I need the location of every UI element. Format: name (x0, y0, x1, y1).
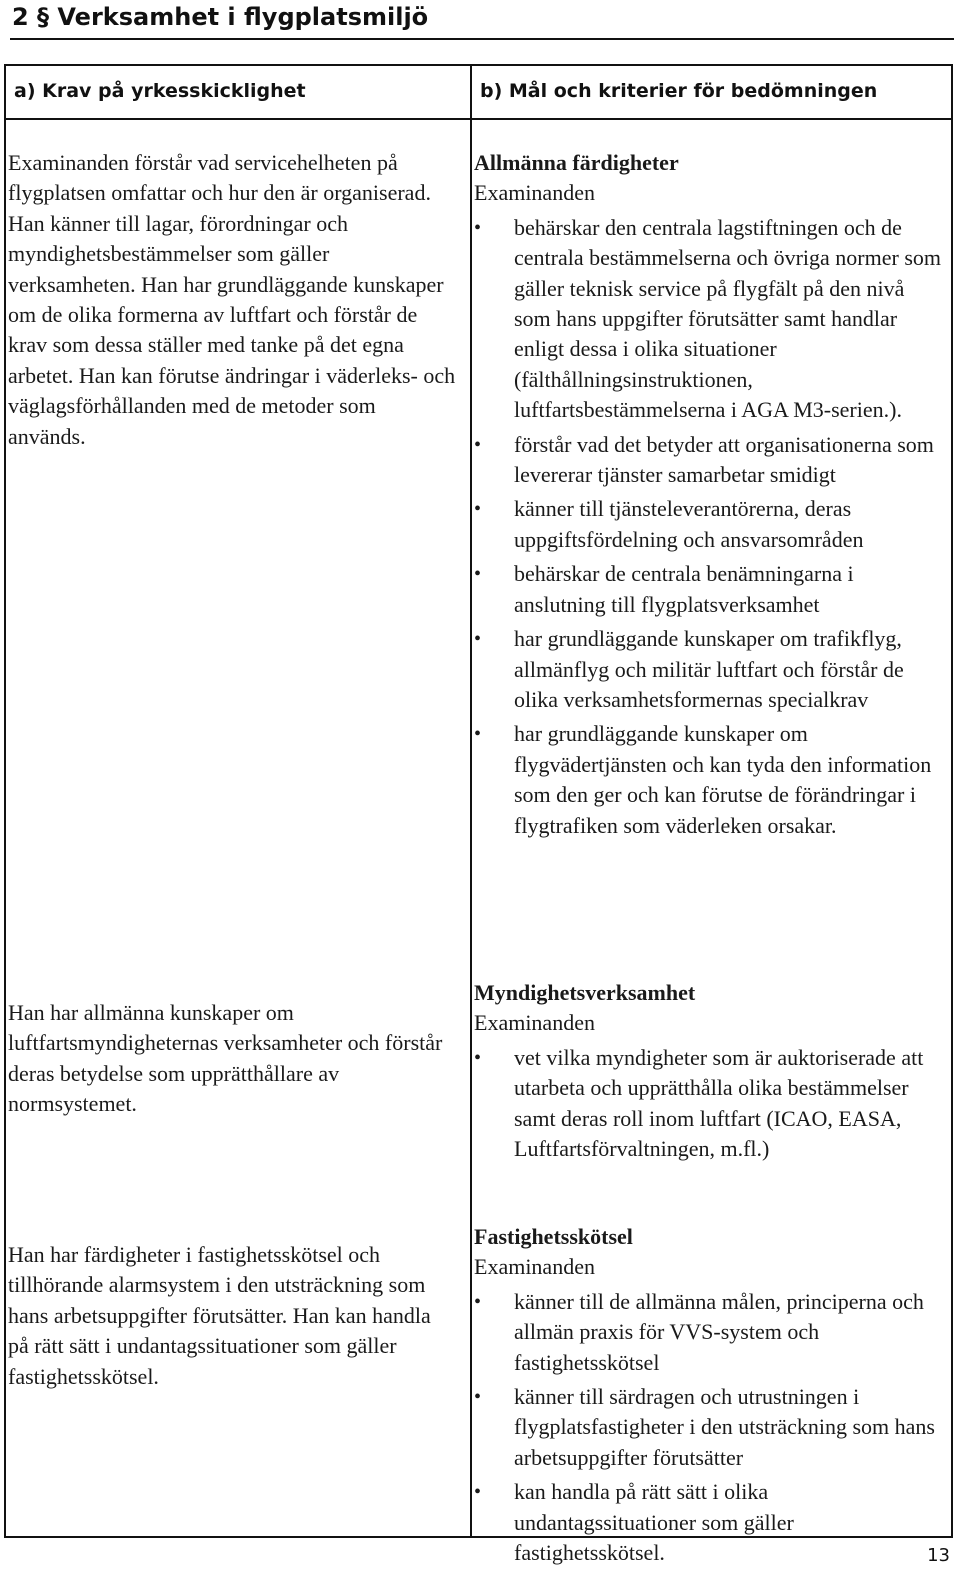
section-fastighet (474, 1222, 944, 1572)
list-item: • vet vilka myndigheter som är auktoriserade att utarbeta och upprätthålla olika bestämmelser samt deras roll inom luftfart (ICAO, EASA, Luftfartsförvaltningen, m.fl.) (474, 1044, 924, 1162)
bullet-icon: • (474, 563, 482, 586)
bullet-icon: • (474, 1290, 482, 1313)
page-number: 13 (927, 1545, 950, 1566)
bullet-icon: • (474, 1481, 482, 1504)
column-divider (470, 66, 472, 1536)
list-item: • förstår vad det betyder att organisationerna som levererar tjänster samarbetar smidigt (474, 431, 934, 488)
header-a: a) Krav på yrkesskicklighet (14, 80, 306, 102)
list-item: • känner till särdragen och utrustningen i flygplatsfastigheter i den utsträckning som hans arbetsuppgifter förutsätter (474, 1384, 935, 1470)
list-item: • har grundläggande kunskaper om flygvädertjänsten och kan tyda den information som den ger och kan förutse de förändringar i flygtrafiken som väderleken orsakar. (474, 721, 932, 838)
criteria-list (474, 213, 944, 841)
col-a-paragraph-1: Examinanden förstår vad servicehelheten på flygplatsen omfattar och hur den är organiserad. Han känner till lagar, förordningar och myndighetsbestämmelser som gäller verksamheten. Han har grundläggande kunskaper om de olika formerna av luftfart och förstår de krav som dessa ställer med tanke på det egna arbetet. Han kan förutse ändringar i väderleks- och väglagsförhållanden med de metoder som används. (8, 150, 456, 449)
header-divider (6, 118, 951, 120)
section-title: Allmänna färdigheter (474, 150, 679, 175)
section-subject: Examinanden (474, 180, 595, 206)
col-a-paragraph-3: Han har färdigheter i fastighetsskötsel och tillhörande alarmsystem i den utsträckning som hans arbetsuppgifter förutsätter. Han kan handla på rätt sätt i undantagssituationer som gäller fastighetsskötsel. (8, 1242, 431, 1389)
bullet-icon: • (474, 1046, 482, 1069)
bullet-icon: • (474, 433, 482, 456)
page-title: 2 § Verksamhet i flygplatsmiljö (12, 3, 429, 31)
list-item: • känner till tjänsteleverantörerna, deras uppgiftsfördelning och ansvarsområden (474, 496, 864, 552)
bullet-icon: • (474, 216, 482, 239)
section-title: Myndighetsverksamhet (474, 980, 696, 1005)
section-myndighet (474, 978, 944, 1168)
bullet-icon: • (474, 628, 482, 651)
criteria-list (474, 1043, 944, 1165)
list-item: • behärskar den centrala lagstiftningen och de centrala bestämmelserna och övriga normer som gäller teknisk service på flygfält på den nivå som hans uppgifter förutsätter samt handlar enligt dessa i olika situationer (fälthållningsinstruktionen, luftfartsbestämmelserna i AGA M3-serien.). (474, 214, 942, 423)
bullet-icon: • (474, 498, 482, 521)
section-title: Fastighetsskötsel (474, 1224, 633, 1249)
list-item: • behärskar de centrala benämningarna i anslutning till flygplatsverksamhet (474, 561, 854, 617)
title-rule (10, 38, 954, 40)
list-item: • känner till de allmänna målen, principerna och allmän praxis för VVS-system och fastighetsskötsel (474, 1288, 924, 1375)
col-a-paragraph-2: Han har allmänna kunskaper om luftfartsmyndigheternas verksamheter och förstår deras betydelse som upprätthållare av normsystemet. (8, 1000, 443, 1117)
criteria-list (474, 1287, 944, 1569)
list-item: • har grundläggande kunskaper om trafikflyg, allmänflyg och militär luftfart och förstår de olika verksamhetsformernas specialkrav (474, 626, 904, 712)
header-b: b) Mål och kriterier för bedömningen (480, 80, 878, 102)
section-subject: Examinanden (474, 1010, 595, 1036)
section-subject: Examinanden (474, 1254, 595, 1280)
section-allmanna (474, 148, 944, 845)
bullet-icon: • (474, 723, 482, 746)
bullet-icon: • (474, 1386, 482, 1409)
list-item: • kan handla på rätt sätt i olika undantagssituationer som gäller fastighetsskötsel. (474, 1479, 794, 1566)
